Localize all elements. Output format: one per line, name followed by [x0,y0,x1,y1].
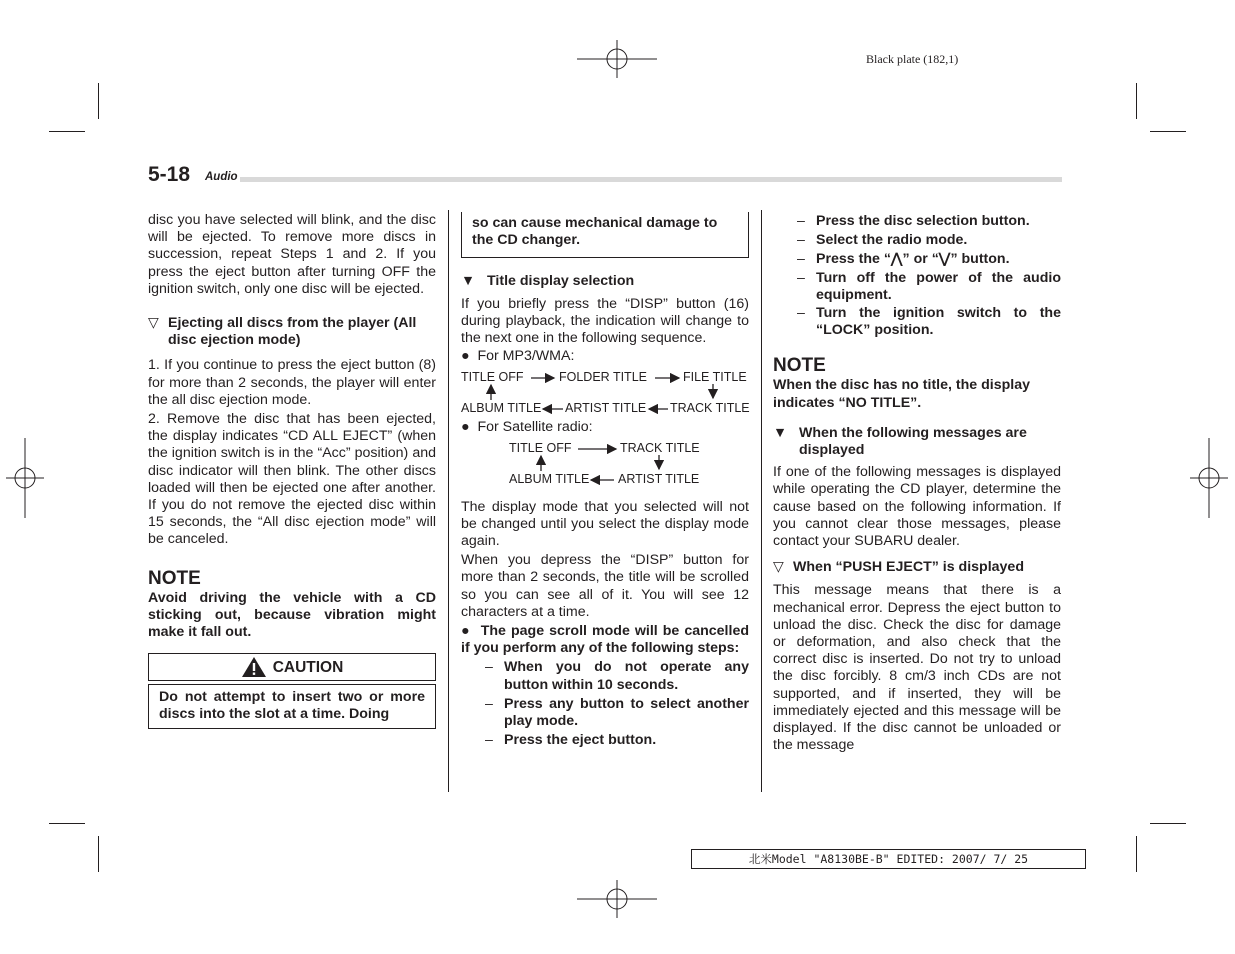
note-text: When the disc has no title, the display indicates “NO TITLE”. [773,377,1030,411]
mp3-sequence-diagram [461,369,749,415]
note-heading: NOTE [148,567,201,589]
list-item: – Select the radio mode. [797,232,968,249]
seq-track-title: TRACK TITLE [620,440,700,455]
subheading [773,559,1061,576]
heading-text: Title display selection [487,273,635,290]
seq-album-title: ALBUM TITLE [509,471,590,486]
crop-mark [98,83,99,119]
column-3 [773,212,1061,754]
section-title: Audio [205,171,238,183]
bullet-item: ● The page scroll mode will be cancelled if you perform any of the following steps: [461,623,750,657]
seq-track-title: TRACK TITLE [670,401,750,416]
list-item: – Turn off the power of the audio equipment. [797,269,1061,303]
triangle-down-filled-icon: ▼ [461,273,476,290]
crop-mark [98,836,99,872]
list-item: – Press any button to select another play mode. [485,695,749,730]
step-2: 2. Remove the disc that has been ejected, the display indicates “CD ALL EJECT” (when the ignition switch is in the “Acc” position) and disc indicator will then blink. The other discs loaded will then be ejected one after another. If you do not remove the ejected disc within 15 seconds, the “All disc ejection mode” will be canceled. [148,411,436,548]
crop-mark [1150,131,1186,132]
heading-text: When the following messages are displayed [799,424,1027,459]
heading [461,273,749,290]
list-item: – When you do not operate any button within 10 seconds. [485,659,749,693]
column-1 [148,212,436,729]
bullet-icon: ● [461,348,478,365]
footer-edit-stamp: 北米Model "A8130BE-B" EDITED: 2007/ 7/ 25 [691,849,1086,869]
page-number: 5-18 [148,163,191,186]
caution-header [148,653,436,681]
list-item: – Press the eject button. [485,732,657,749]
seq-album-title: ALBUM TITLE [461,401,542,416]
crop-mark [49,131,85,132]
warning-triangle-icon [241,656,267,678]
seq-folder-title: FOLDER TITLE [559,370,647,385]
subheading-text: When “PUSH EJECT” is displayed [793,559,1024,576]
registration-mark-right [1188,438,1230,518]
note-text: Avoid driving the vehicle with a CD sticking out, because vibration might make it fall out. [148,589,436,641]
plate-label: Black plate (182,1) [866,52,959,66]
registration-mark-left [4,438,46,518]
bullet-item: ● For Satellite radio: [461,419,593,436]
column-divider [761,210,762,792]
triangle-down-outline-icon: ▽ [148,315,159,332]
caution-box-continued [461,212,749,258]
paragraph: This message means that there is a mechanical error. Depress the eject button to unload the disc. Check the disc for damage or deformation, and also check that the correct disc is inserted. Do not try to unload the disc forcibly. 8 cm/3 inch CDs are not supported, and if inserted, they will be immediately ejected and this message will be displayed. If the disc cannot be unloaded or the message [773,582,1061,754]
crop-mark [1150,823,1186,824]
caution-label: CAUTION [272,658,344,676]
header-rule [240,177,1062,182]
list-item: – Press the “⋀” or “⋁” button. [797,251,1010,268]
step-1: 1. If you continue to press the eject button (8) for more than 2 seconds, the player will enter the all disc ejection mode. [148,357,436,408]
dash-list [485,659,749,749]
paragraph: If one of the following messages is displayed while operating the CD player, determine the cause based on the following information. If you cannot clear those messages, please contact your SUBARU dealer. [773,464,1061,550]
caution-text: Do not attempt to insert two or more discs into the slot at a time. Doing [159,689,425,723]
seq-title-off: TITLE OFF [509,440,572,455]
paragraph: The display mode that you selected will not be changed until you select the display mode again. [461,498,749,550]
bullet-icon: ● [461,419,478,436]
sequence-arrows [461,440,749,486]
list-item: – Press the disc selection button. [797,213,1030,229]
seq-title-off: TITLE OFF [461,370,524,385]
paragraph: If you briefly press the “DISP” button (16) during playback, the indication will change to the next one in the following sequence. [461,295,749,347]
crop-mark [1136,83,1137,119]
note-heading: NOTE [773,355,826,377]
column-divider [448,210,449,792]
list-item: – Turn the ignition switch to the “LOCK” position. [797,305,1061,339]
triangle-down-outline-icon: ▽ [773,559,784,576]
bullet-icon: ● [461,623,481,640]
caution-box [148,684,436,728]
satellite-sequence-diagram [461,440,749,486]
triangle-down-filled-icon: ▼ [773,424,788,441]
crop-mark [49,823,85,824]
seq-artist-title: ARTIST TITLE [565,401,647,416]
caution-text-continued: so can cause mechanical damage to the CD changer. [472,215,718,249]
paragraph: When you depress the “DISP” button for more than 2 seconds, the title will be scrolled so you can see all of it. You will see 12 characters at a time. [461,552,749,620]
sequence-arrows [461,369,749,415]
dash-list [797,213,1061,339]
seq-file-title: FILE TITLE [683,370,747,385]
bullet-item: ● For MP3/WMA: [461,348,575,365]
registration-mark-top [577,38,657,80]
registration-mark-bottom [577,878,657,920]
seq-artist-title: ARTIST TITLE [618,471,700,486]
paragraph: disc you have selected will blink, and the disc will be ejected. To remove more discs in succession, repeat Steps 1 and 2. If you press the eject button after turning OFF the ignition switch, only one disc will be ejected. [148,212,436,297]
column-2 [461,212,749,749]
heading [773,425,1061,459]
crop-mark [1136,836,1137,872]
subheading-text: Ejecting all discs from the player (All disc ejection mode) [168,315,417,349]
subheading [148,315,436,349]
